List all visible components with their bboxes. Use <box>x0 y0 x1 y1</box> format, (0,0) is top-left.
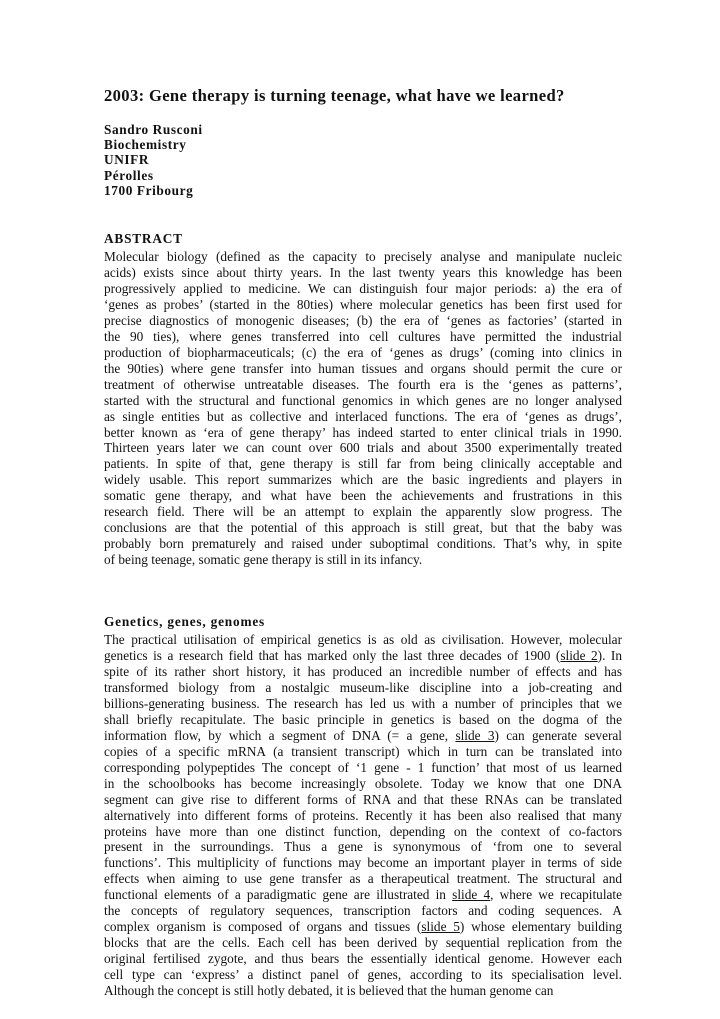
abstract-line: ‘genes as probes’ (started in the 80ties) where molecular genetics has been first used for <box>104 296 622 312</box>
body-line: information flow, by which a segment of DNA (= a gene, slide 3) can generate several <box>104 727 623 743</box>
abstract-line: widely usable. This report summarizes which are the basic ingredients and players in <box>104 472 622 488</box>
section-body <box>104 632 622 999</box>
abstract-line: conclusions are that the potential of this approach is still great, but that the baby was <box>104 520 622 536</box>
body-line: cell type can ‘express’ a distinct panel of genes, according to its specialisation level. <box>104 967 622 983</box>
abstract-line: better known as ‘era of gene therapy’ has indeed started to enter clinical trials in 1990. <box>104 424 622 440</box>
paper-title: 2003: Gene therapy is turning teenage, what have we learned? <box>104 86 565 105</box>
body-line: the concepts of regulatory sequences, transcription factors and coding sequences. A <box>104 903 622 919</box>
body-line: alternatively into different forms of proteins. Recently it has been also realised that many <box>104 807 622 823</box>
abstract-line: production of biopharmaceuticals; (c) the era of ‘genes as drugs’ (coming into clinics in <box>104 344 622 360</box>
abstract-body <box>104 249 622 568</box>
abstract-line: started with the structural and functional genomics in which genes are no longer analysed <box>104 392 622 408</box>
body-line: original fertilised zygote, and thus bears the essentially identical genome. However each <box>104 951 622 967</box>
body-line: Although the concept is still hotly debated, it is believed that the human genome can <box>104 983 554 999</box>
body-line: functions’. This multiplicity of functions may become an important player in terms of side <box>104 855 622 871</box>
body-line: corresponding polypeptides The concept of ‘1 gene - 1 function’ that most of us learned <box>104 759 622 775</box>
abstract-line: acids) exists since about thirty years. In the last twenty years this knowledge has been <box>104 264 622 280</box>
body-line: genetics is a research field that has marked only the last three decades of 1900 (slide 2). In <box>104 648 622 664</box>
section-heading: Genetics, genes, genomes <box>104 614 266 630</box>
slide-5-link[interactable]: slide 5 <box>421 919 460 935</box>
author-street: Pérolles <box>104 167 154 183</box>
body-line: complex organism is composed of organs and tissues (slide 5) whose elementary building <box>104 919 623 935</box>
document-page <box>104 86 622 999</box>
body-line: shall briefly recapitulate. The basic principle in genetics is based on the dogma of the <box>104 711 622 727</box>
abstract-line: Thirteen years later we can count over 600 trials and about 3500 experimentally treated <box>104 440 622 456</box>
abstract-line: treatment of otherwise untreatable diseases. The fourth era is the ‘genes as patterns’, <box>104 376 622 392</box>
abstract-line: Molecular biology (defined as the capacity to precisely analyse and manipulate nucleic <box>104 249 622 265</box>
abstract-line: patients. In spite of that, gene therapy is still far from being clinically acceptable and <box>104 456 622 472</box>
body-line: effects when aiming to use gene transfer as a therapeutical treatment. The structural and <box>104 871 622 887</box>
body-line: copies of a specific mRNA (a transient transcript) which in turn can be translated into <box>104 743 622 759</box>
body-line: proteins have more than one distinct function, depending on the context of co-factors <box>104 823 622 839</box>
abstract-line: somatic gene therapy, and what have been the achievements and frustrations in this <box>104 488 622 504</box>
author-department: Biochemistry <box>104 137 187 153</box>
body-line: The practical utilisation of empirical genetics is as old as civilisation. However, molecular <box>104 632 622 648</box>
slide-2-link[interactable]: slide 2 <box>560 648 598 664</box>
body-line: billions-generating business. The research has led us with a number of principles that we <box>104 695 622 711</box>
abstract-line: the 90ties) where gene transfer into human tissues and organs should permit the cure or <box>104 360 622 376</box>
body-line: functional elements of a paradigmatic gene are illustrated in slide 4, where we recapitulate <box>104 887 623 903</box>
abstract-line: as single entities but as collective and interlaced functions. The era of ‘genes as drugs’, <box>104 408 622 424</box>
body-line: in the schoolbooks has become increasingly obsolete. Today we know that one DNA <box>104 775 622 791</box>
abstract-line: research field. There will be an attempt to explain the apparently slow progress. The <box>104 504 622 520</box>
abstract-line: probably born prematurely and raised under suboptimal conditions. That’s why, in spite <box>104 536 622 552</box>
body-line: spite of its rather short history, it has produced an incredible number of effects and has <box>104 663 622 679</box>
author-city: 1700 Fribourg <box>104 182 194 198</box>
body-line: segment can give rise to different forms of RNA and that these RNAs can be translated <box>104 791 622 807</box>
abstract-line: precise diagnostics of monogenic diseases; (b) the era of ‘genes as factories’ (started in <box>104 312 622 328</box>
author-name: Sandro Rusconi <box>104 122 203 137</box>
slide-4-link[interactable]: slide 4 <box>452 887 491 903</box>
body-line: present in the surroundings. Thus a gene is synonymous of ‘from one to several <box>104 839 622 855</box>
body-line: blocks that are the cells. Each cell has been derived by sequential replication from the <box>104 935 622 951</box>
abstract-line: the 90 ties), where genes transferred into cell cultures have permitted the industrial <box>104 328 622 344</box>
abstract-heading: ABSTRACT <box>104 231 183 247</box>
author-institution: UNIFR <box>104 152 150 168</box>
abstract-line: progressively applied to medicine. We can distinguish four major periods: a) the era of <box>104 280 622 296</box>
slide-3-link[interactable]: slide 3 <box>455 727 495 743</box>
abstract-line: of being teenage, somatic gene therapy is still in its infancy. <box>104 552 423 568</box>
body-line: transformed biology from a nostalgic museum-like discipline into a job-creating and <box>104 679 622 695</box>
author-block <box>104 122 622 198</box>
